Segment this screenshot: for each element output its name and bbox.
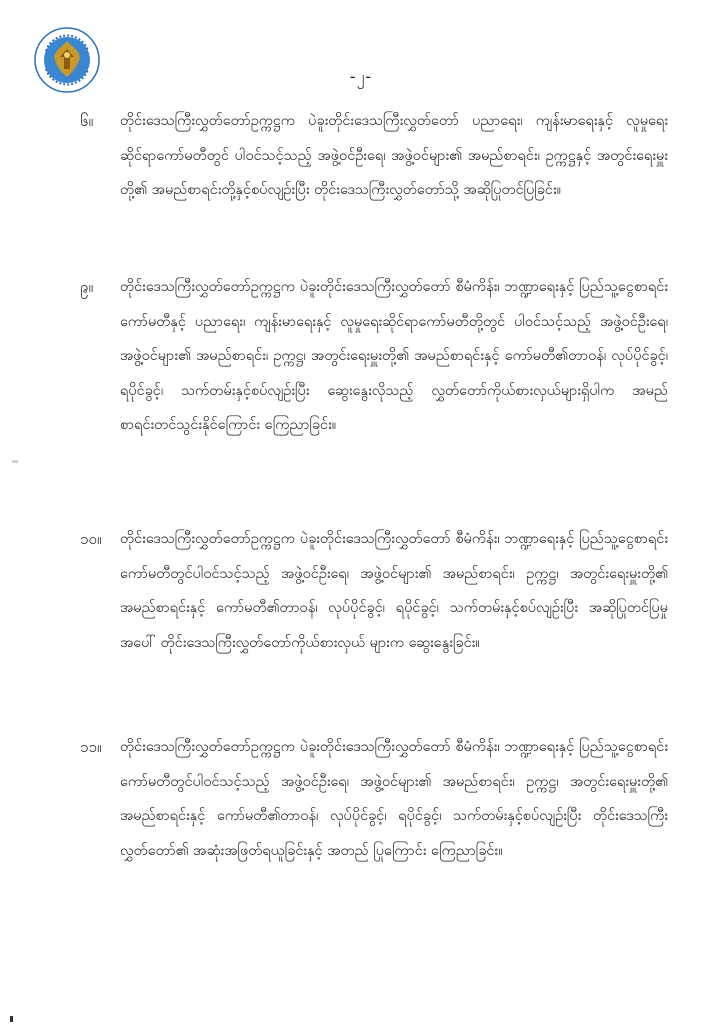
agenda-item-number: ၁၁။ [80, 738, 102, 756]
agenda-item [0, 104, 722, 262]
agenda-item [0, 730, 722, 930]
agenda-item [0, 522, 722, 722]
agenda-item-text: တိုင်းဒေသကြီးလွှတ်တော်ဥက္ကဋ္ဌက ပဲခူးတိုင်းဒေသကြီးလွှတ်တော် ပညာရေး၊ ကျန်းမာရေးနှင့် လူမှုရေးဆိုင်ရာကော်မတီတွင် ပါဝင်သင့်သည့် အဖွဲ့ဝင်ဦးရေ၊ အဖွဲ့ဝင်များ၏ အမည်စာရင်း၊ ဥက္ကဋ္ဌနှင့် အတွင်းရေးမှူးတို့၏ အမည်စာရင်းတို့နှင့်စပ်လျဉ်းပြီး တိုင်းဒေသကြီးလွှတ်တော်သို့ အဆိုပြုတင်ပြခြင်း။ [120, 113, 668, 198]
agenda-item-number: ၆။ [80, 112, 93, 130]
scan-artifact [10, 1016, 13, 1022]
page-number: -၂- [349, 67, 373, 86]
agenda-item-number: ၁၀။ [80, 530, 102, 548]
agenda-list [0, 104, 722, 938]
agenda-item-text: တိုင်းဒေသကြီးလွှတ်တော်ဥက္ကဋ္ဌက ပဲခူးတိုင်းဒေသကြီးလွှတ်တော် စီမံကိန်း၊ ဘဏ္ဍာရေးနှင့် ပြည်သူ့ငွေစာရင်းကော်မတီတွင်ပါဝင်သင့်သည့် အဖွဲ့ဝင်ဦးရေ၊ အဖွဲ့ဝင်များ၏ အမည်စာရင်း၊ ဥက္ကဋ္ဌ၊ အတွင်းရေးမှူးတို့၏ အမည်စာရင်းနှင့် ကော်မတီ၏တာဝန်၊ လုပ်ပိုင်ခွင့်၊ ရပိုင်ခွင့်၊ သက်တမ်းနှင့်စပ်လျဉ်းပြီး တိုင်းဒေသကြီးလွှတ်တော်၏ အဆုံးအဖြတ်ရယူခြင်းနှင့် အတည် ပြုကြောင်း ကြေညာခြင်း။ [120, 739, 668, 859]
agenda-item [0, 270, 722, 514]
agenda-item-number: ၉။ [80, 278, 93, 296]
agenda-item-text: တိုင်းဒေသကြီးလွှတ်တော်ဥက္ကဋ္ဌက ပဲခူးတိုင်းဒေသကြီးလွှတ်တော် စီမံကိန်း၊ ဘဏ္ဍာရေးနှင့် ပြည်သူ့ငွေစာရင်းကော်မတီနှင့် ပညာရေး၊ ကျန်းမာရေးနှင့် လူမှုရေးဆိုင်ရာကော်မတီတို့တွင် ပါဝင်သင့်သည့် အဖွဲ့ဝင်ဦးရေ၊ အဖွဲ့ဝင်များ၏ အမည်စာရင်း၊ ဥက္ကဋ္ဌ၊ အတွင်းရေးမှူးတို့၏ အမည်စာရင်းနှင့် ကော်မတီ၏တာဝန်၊ လုပ်ပိုင်ခွင့်၊ ရပိုင်ခွင့်၊ သက်တမ်းနှင့်စပ်လျဉ်းပြီး ဆွေးနွေးလိုသည့် လွှတ်တော်ကိုယ်စားလှယ်များရှိပါက အမည်စာရင်းတင်သွင်းနိုင်ကြောင်း ကြေညာခြင်း။ [120, 279, 668, 433]
agenda-item-text: တိုင်းဒေသကြီးလွှတ်တော်ဥက္ကဋ္ဌက ပဲခူးတိုင်းဒေသကြီးလွှတ်တော် စီမံကိန်း၊ ဘဏ္ဍာရေးနှင့် ပြည်သူ့ငွေစာရင်းကော်မတီတွင်ပါဝင်သင့်သည့် အဖွဲ့ဝင်ဦးရေ၊ အဖွဲ့ဝင်များ၏ အမည်စာရင်း၊ ဥက္ကဋ္ဌ၊ အတွင်းရေးမှူးတို့၏ အမည်စာရင်းနှင့် ကော်မတီ၏တာဝန်၊ လုပ်ပိုင်ခွင့်၊ ရပိုင်ခွင့်၊ သက်တမ်းနှင့်စပ်လျဉ်းပြီး အဆိုပြုတင်ပြမှုအပေါ် တိုင်းဒေသကြီးလွှတ်တော်ကိုယ်စားလှယ် များက ဆွေးနွေးခြင်း။ [120, 531, 668, 651]
scan-artifact [12, 460, 18, 463]
